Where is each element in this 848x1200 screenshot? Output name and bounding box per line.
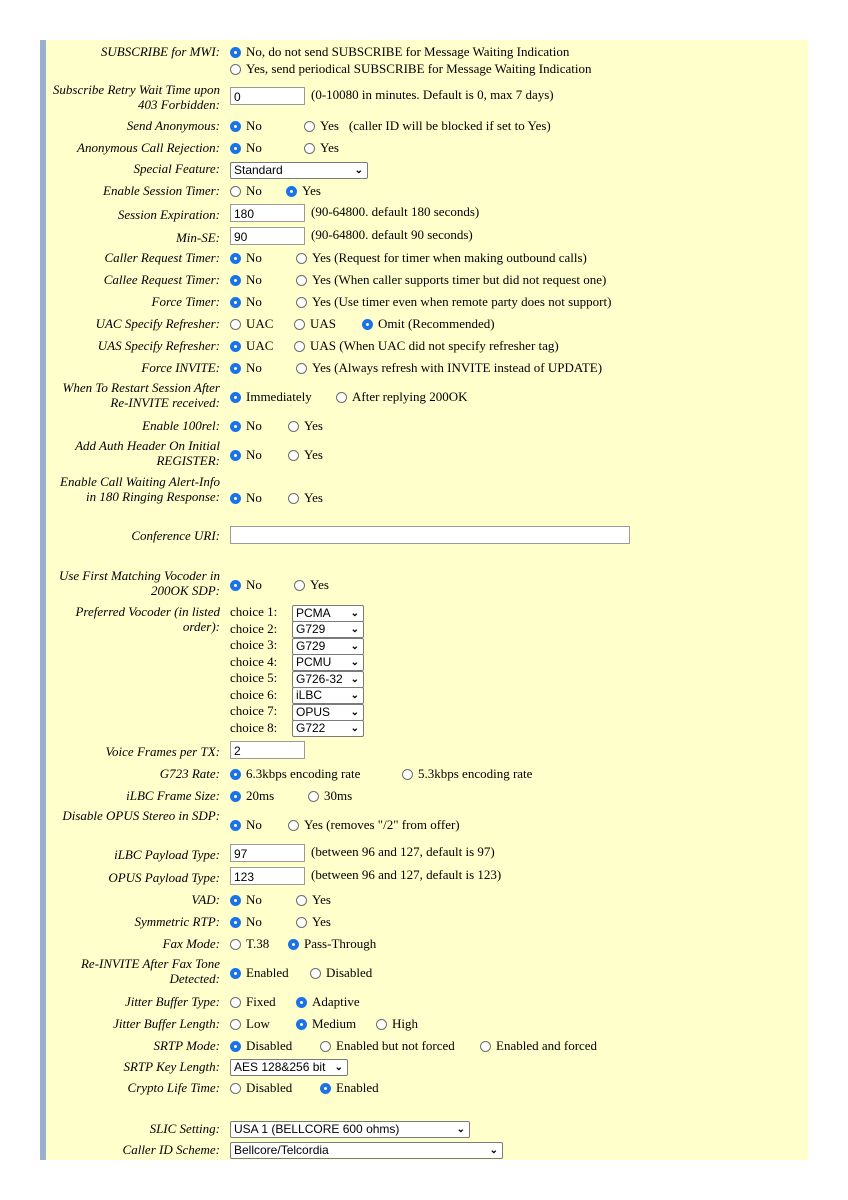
radio-anonrej-no[interactable] bbox=[230, 143, 241, 154]
label-force-invite: Force INVITE: bbox=[141, 360, 220, 375]
ilbc-payload-input[interactable]: 97 bbox=[230, 844, 305, 862]
radio-uacref-uac[interactable] bbox=[230, 319, 241, 330]
radio-mwi-no[interactable] bbox=[230, 47, 241, 58]
label-min-se: Min-SE: bbox=[175, 230, 220, 245]
radio-uacref-omit[interactable] bbox=[362, 319, 373, 330]
radio-jbtype-fixed[interactable] bbox=[230, 997, 241, 1008]
label-ilbc-frame-size: iLBC Frame Size: bbox=[126, 788, 220, 803]
radio-fax-t38[interactable] bbox=[230, 939, 241, 950]
radio-uacref-uas[interactable] bbox=[294, 319, 305, 330]
radio-vad-yes[interactable] bbox=[296, 895, 307, 906]
vocoder-choice-5: choice 5: G726-32 ⌄ bbox=[230, 670, 364, 687]
label-force-timer: Force Timer: bbox=[151, 294, 220, 309]
radio-symrtp-no[interactable] bbox=[230, 917, 241, 928]
radio-100rel-no[interactable] bbox=[230, 421, 241, 432]
radio-calleereq-yes[interactable] bbox=[296, 275, 307, 286]
vocoder-choice-3: choice 3: G729 ⌄ bbox=[230, 637, 364, 654]
label-jitter-type: Jitter Buffer Type: bbox=[124, 994, 220, 1009]
label-callee-request-timer: Callee Request Timer: bbox=[103, 272, 220, 287]
vocoder-choice-7-select[interactable]: OPUS ⌄ bbox=[292, 704, 364, 721]
radio-anon-no[interactable] bbox=[230, 121, 241, 132]
voice-frames-input[interactable]: 2 bbox=[230, 741, 305, 759]
session-expiration-input[interactable]: 180 bbox=[230, 204, 305, 222]
opus-payload-input[interactable]: 123 bbox=[230, 867, 305, 885]
label-anon-rejection: Anonymous Call Rejection: bbox=[77, 140, 220, 155]
radio-g723-63[interactable] bbox=[230, 769, 241, 780]
radio-jblen-high[interactable] bbox=[376, 1019, 387, 1030]
label-cw-alert-info: Enable Call Waiting Alert-Info in 180 Ringing Response: bbox=[60, 474, 220, 504]
label-uas-refresher: UAS Specify Refresher: bbox=[97, 338, 220, 353]
radio-anon-yes[interactable] bbox=[304, 121, 315, 132]
srtp-key-length-select[interactable]: AES 128&256 bit ⌄ bbox=[230, 1059, 348, 1076]
radio-jblen-low[interactable] bbox=[230, 1019, 241, 1030]
label-uac-refresher: UAC Specify Refresher: bbox=[95, 316, 220, 331]
radio-calleereq-no[interactable] bbox=[230, 275, 241, 286]
label-restart-session: When To Restart Session After Re-INVITE received: bbox=[62, 380, 220, 410]
radio-reinvfax-disabled[interactable] bbox=[310, 968, 321, 979]
label-jitter-length: Jitter Buffer Length: bbox=[113, 1016, 220, 1031]
radio-jbtype-adaptive[interactable] bbox=[296, 997, 307, 1008]
radio-symrtp-yes[interactable] bbox=[296, 917, 307, 928]
radio-sesstimer-yes[interactable] bbox=[286, 186, 297, 197]
label-enable-100rel: Enable 100rel: bbox=[142, 418, 220, 433]
radio-force-no[interactable] bbox=[230, 297, 241, 308]
chevron-down-icon: ⌄ bbox=[350, 673, 359, 685]
radio-crypto-enabled[interactable] bbox=[320, 1083, 331, 1094]
vocoder-choice-4: choice 4: PCMU ⌄ bbox=[230, 654, 364, 671]
chevron-down-icon: ⌄ bbox=[350, 624, 359, 636]
chevron-down-icon: ⌄ bbox=[350, 690, 359, 702]
vocoder-choice-6-select[interactable]: iLBC ⌄ bbox=[292, 687, 364, 704]
chevron-down-icon: ⌄ bbox=[334, 1061, 343, 1073]
label-session-expiration: Session Expiration: bbox=[117, 207, 220, 222]
label-ilbc-payload: iLBC Payload Type: bbox=[114, 847, 220, 862]
radio-cwalert-no[interactable] bbox=[230, 493, 241, 504]
label-session-timer: Enable Session Timer: bbox=[103, 183, 220, 198]
vocoder-choice-1-select[interactable]: PCMA ⌄ bbox=[292, 605, 364, 622]
label-auth-header: Add Auth Header On Initial REGISTER: bbox=[75, 438, 220, 468]
label-symmetric-rtp: Symmetric RTP: bbox=[134, 914, 220, 929]
vocoder-choice-1: choice 1: PCMA ⌄ bbox=[230, 604, 364, 621]
radio-jblen-medium[interactable] bbox=[296, 1019, 307, 1030]
settings-panel: SUBSCRIBE for MWI: No, do not send SUBSCRIBE for Message Waiting Indication Yes, send periodical SUBSCRIBE for Message Waiting Indication Subscribe Retry Wait Time upon 403 Forbidden: 0 (0-10080 in minutes. Default is 0, max 7 days) Send Anonymous: No Yes (caller ID will be blocked if set to Yes) Anonymous Call Rejection: No Yes Special Feature: Standard ⌄ Enable Session Timer: No Yes Session Expiration: 180 (90-64800. default 180 seconds) Min-SE: 90 (90-64800. default 90 seconds) Caller Request Timer: No Yes (Request for timer when making outbound calls) Callee Request Timer: No Yes (When caller supports timer but did not request one) Force Timer: No Yes (Use timer even when remote party does not support) UAC Specify Refresher: UAC UAS Omit (Recommended) UAS Specify Refresher: UAC UAS (When UAC did not specify refresher tag) Force INVITE: No Yes (Always refresh with INVITE instead of UPDATE) When To Restart Session After Re-INVITE received: Immediately After replying 200OK Enable 100rel: No Yes Add Auth Header On Initial REGISTER: No Yes Enable Call Waiting Alert-Info in 180 Ringing Response: No Yes Conference URI: Use First Matching Vocoder in 200OK SDP: No Yes Preferred Vocoder (in listed order): choice 1: PCMA ⌄ choice 2: G729 ⌄ choice 3: G729 ⌄ choice 4: PCMU ⌄ choice 5: G726-32 ⌄ choice 6: iLBC ⌄ choice 7: OPUS ⌄ choice 8: G722 ⌄ Voice Frames per TX: 2 G723 Rate: 6.3kbps encoding rate 5.3kbps encoding rate iLBC Frame Size: 20ms 30ms Disable OPUS Stereo in SDP: No Yes (removes "/2" from offer) iLBC Payload Type: 97 (between 96 and 127, default is 97) OPUS Payload Type: 123 (between 96 and 127, default is 123) VAD: No Yes Symmetric RTP: No Yes Fax Mode: T.38 Pass-Through Re-INVITE After Fax Tone Detected: Enabled Disabled Jitter Buffer Type: Fixed Adaptive Jitter Buffer Length: Low Medium High SRTP Mode: Disabled Enabled but not forced Enabled and forced SRTP Key Length: AES 128&256 bit ⌄ Crypto Life Time: Disabled Enabled SLIC Setting: USA 1 (BELLCORE 600 ohms) ⌄ Caller ID Scheme: Bellcore/Telcordia ⌄ bbox=[46, 40, 808, 1160]
subscribe-retry-input[interactable]: 0 bbox=[230, 87, 305, 105]
radio-forceinv-yes[interactable] bbox=[296, 363, 307, 374]
radio-mwi-yes[interactable] bbox=[230, 64, 241, 75]
radio-srtp-notforced[interactable] bbox=[320, 1041, 331, 1052]
radio-anonrej-yes[interactable] bbox=[304, 143, 315, 154]
radio-reinvfax-enabled[interactable] bbox=[230, 968, 241, 979]
radio-callerreq-no[interactable] bbox=[230, 253, 241, 264]
conference-uri-input[interactable] bbox=[230, 526, 630, 544]
chevron-down-icon: ⌄ bbox=[350, 657, 359, 669]
radio-srtp-disabled[interactable] bbox=[230, 1041, 241, 1052]
vocoder-choice-8-select[interactable]: G722 ⌄ bbox=[292, 720, 364, 737]
radio-firstvoc-yes[interactable] bbox=[294, 580, 305, 591]
label-first-vocoder: Use First Matching Vocoder in 200OK SDP: bbox=[58, 568, 220, 598]
label-vad: VAD: bbox=[191, 892, 220, 907]
radio-fax-passthrough[interactable] bbox=[288, 939, 299, 950]
radio-callerreq-yes[interactable] bbox=[296, 253, 307, 264]
radio-firstvoc-no[interactable] bbox=[230, 580, 241, 591]
radio-forceinv-no[interactable] bbox=[230, 363, 241, 374]
vocoder-choice-2-select[interactable]: G729 ⌄ bbox=[292, 621, 364, 638]
label-caller-id-scheme: Caller ID Scheme: bbox=[122, 1142, 220, 1157]
radio-force-yes[interactable] bbox=[296, 297, 307, 308]
radio-crypto-disabled[interactable] bbox=[230, 1083, 241, 1094]
vocoder-choice-7: choice 7: OPUS ⌄ bbox=[230, 703, 364, 720]
radio-restart-after[interactable] bbox=[336, 392, 347, 403]
chevron-down-icon: ⌄ bbox=[350, 607, 359, 619]
chevron-down-icon: ⌄ bbox=[350, 640, 359, 652]
label-voice-frames: Voice Frames per TX: bbox=[105, 744, 220, 759]
vocoder-choice-4-select[interactable]: PCMU ⌄ bbox=[292, 654, 364, 671]
label-fax-mode: Fax Mode: bbox=[162, 936, 220, 951]
label-subscribe-mwi: SUBSCRIBE for MWI: bbox=[100, 44, 220, 59]
label-g723-rate: G723 Rate: bbox=[159, 766, 220, 781]
label-reinvite-fax: Re-INVITE After Fax Tone Detected: bbox=[80, 956, 220, 986]
label-caller-request-timer: Caller Request Timer: bbox=[104, 250, 220, 265]
radio-100rel-yes[interactable] bbox=[288, 421, 299, 432]
radio-uasref-uac[interactable] bbox=[230, 341, 241, 352]
radio-sesstimer-no[interactable] bbox=[230, 186, 241, 197]
slic-setting-select[interactable]: USA 1 (BELLCORE 600 ohms) ⌄ bbox=[230, 1121, 470, 1138]
vocoder-choice-5-select[interactable]: G726-32 ⌄ bbox=[292, 671, 364, 688]
radio-ilbc-30ms[interactable] bbox=[308, 791, 319, 802]
radio-vad-no[interactable] bbox=[230, 895, 241, 906]
label-preferred-vocoder: Preferred Vocoder (in listed order): bbox=[75, 604, 220, 634]
vocoder-choice-6: choice 6: iLBC ⌄ bbox=[230, 687, 364, 704]
chevron-down-icon: ⌄ bbox=[456, 1123, 465, 1135]
radio-cwalert-yes[interactable] bbox=[288, 493, 299, 504]
radio-authhdr-no[interactable] bbox=[230, 450, 241, 461]
chevron-down-icon: ⌄ bbox=[354, 164, 363, 176]
radio-ilbc-20ms[interactable] bbox=[230, 791, 241, 802]
label-opus-payload: OPUS Payload Type: bbox=[108, 870, 220, 885]
vocoder-choice-2: choice 2: G729 ⌄ bbox=[230, 621, 364, 638]
min-se-input[interactable]: 90 bbox=[230, 227, 305, 245]
vocoder-choice-3-select[interactable]: G729 ⌄ bbox=[292, 638, 364, 655]
chevron-down-icon: ⌄ bbox=[350, 723, 359, 735]
caller-id-scheme-select[interactable]: Bellcore/Telcordia ⌄ bbox=[230, 1142, 503, 1159]
radio-srtp-forced[interactable] bbox=[480, 1041, 491, 1052]
special-feature-select[interactable]: Standard ⌄ bbox=[230, 162, 368, 179]
label-srtp-mode: SRTP Mode: bbox=[153, 1038, 220, 1053]
label-special-feature: Special Feature: bbox=[133, 161, 220, 176]
radio-opusstereo-no[interactable] bbox=[230, 820, 241, 831]
label-conference-uri: Conference URI: bbox=[131, 528, 220, 543]
label-crypto-life: Crypto Life Time: bbox=[127, 1080, 220, 1095]
chevron-down-icon: ⌄ bbox=[489, 1144, 498, 1156]
radio-opusstereo-yes[interactable] bbox=[288, 820, 299, 831]
vocoder-choice-8: choice 8: G722 ⌄ bbox=[230, 720, 364, 737]
label-opus-stereo: Disable OPUS Stereo in SDP: bbox=[62, 808, 220, 823]
label-send-anonymous: Send Anonymous: bbox=[126, 118, 220, 133]
label-srtp-key-length: SRTP Key Length: bbox=[123, 1059, 220, 1074]
radio-g723-53[interactable] bbox=[402, 769, 413, 780]
label-subscribe-retry: Subscribe Retry Wait Time upon 403 Forbidden: bbox=[52, 82, 220, 112]
chevron-down-icon: ⌄ bbox=[350, 706, 359, 718]
radio-restart-immediately[interactable] bbox=[230, 392, 241, 403]
radio-authhdr-yes[interactable] bbox=[288, 450, 299, 461]
label-slic-setting: SLIC Setting: bbox=[149, 1121, 220, 1136]
radio-uasref-uas[interactable] bbox=[294, 341, 305, 352]
